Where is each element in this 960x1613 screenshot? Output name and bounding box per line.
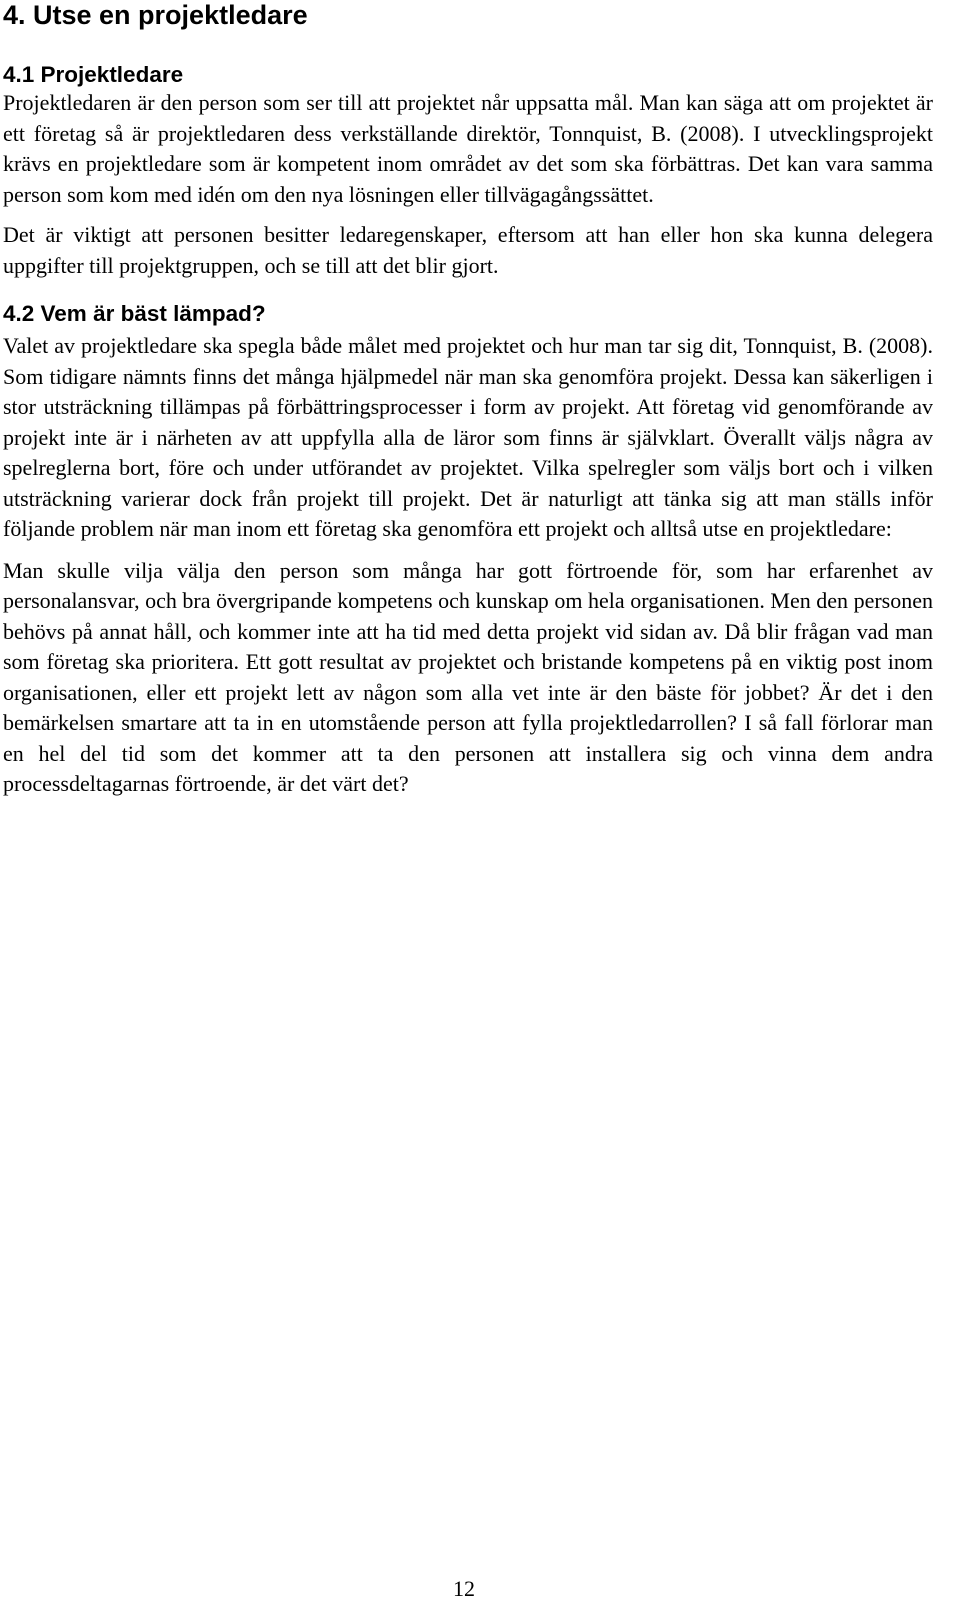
page-number: 12 — [453, 1576, 475, 1601]
paragraph: Man skulle vilja välja den person som många har gott förtroende för, som har erfarenhet av personalansvar, och bra övergripande kompetens och kunskap om hela organisationen. Men den personen behövs på annat håll, och kommer inte att ha tid med detta projekt vid sidan av. Då blir frågan vad man som företag ska prioritera. Ett gott resultat av projektet och bristande kompetens på en viktig post inom organisationen, eller ett projekt lett av någon som alla vet inte är den bäste för jobbet? Är det i den bemärkelsen smartare att ta in en utomstående person att fylla projektledarrollen? I så fall förlorar man en hel del tid som det kommer att ta den personen att installera sig och vinna dem andra processdeltagarnas förtroende, är det värt det? — [3, 557, 933, 796]
paragraph: Det är viktigt att personen besitter ledaregenskaper, eftersom att han eller hon ska kunna delegera uppgifter till projektgruppen, och se till att det blir gjort. — [3, 222, 933, 278]
document-page — [3, 0, 933, 800]
chapter-title: 4. Utse en projektledare — [3, 0, 308, 30]
section-heading-vem-ar-bast-lampad: 4.2 Vem är bäst lämpad? — [3, 301, 266, 326]
section-heading-projektledare: 4.1 Projektledare — [3, 62, 184, 87]
paragraph: Valet av projektledare ska spegla både målet med projektet och hur man tar sig dit, Tonnquist, B. (2008). Som tidigare nämnts finns det många hjälpmedel när man ska genomföra projekt. Dessa kan säkerligen i stor utsträckning tillämpas på förbättringsprocesser i form av projekt. Att företag vid genomförande av projekt inte är i närheten av att uppfylla alla de läror som finns är självklart. Överallt väljs några av spelreglerna bort, före och under utförandet av projektet. Vilka spelregler som väljs bort och i vilken utsträckning varierar dock från projekt till projekt. Det är naturligt att tänka sig att man ställs inför följande problem när man inom ett företag ska genomföra ett projekt och alltså utse en projektledare: — [3, 333, 933, 541]
paragraph: Projektledaren är den person som ser till att projektet når uppsatta mål. Man kan säga att om projektet är ett företag så är projektledaren dess verkställande direktör, Tonnquist, B. (2008). I utvecklingsprojekt krävs en projektledare som är kompetent inom området av det som ska förbättras. Det kan vara samma person som kom med idén om den nya lösningen eller tillvägagångssättet. — [3, 90, 933, 207]
